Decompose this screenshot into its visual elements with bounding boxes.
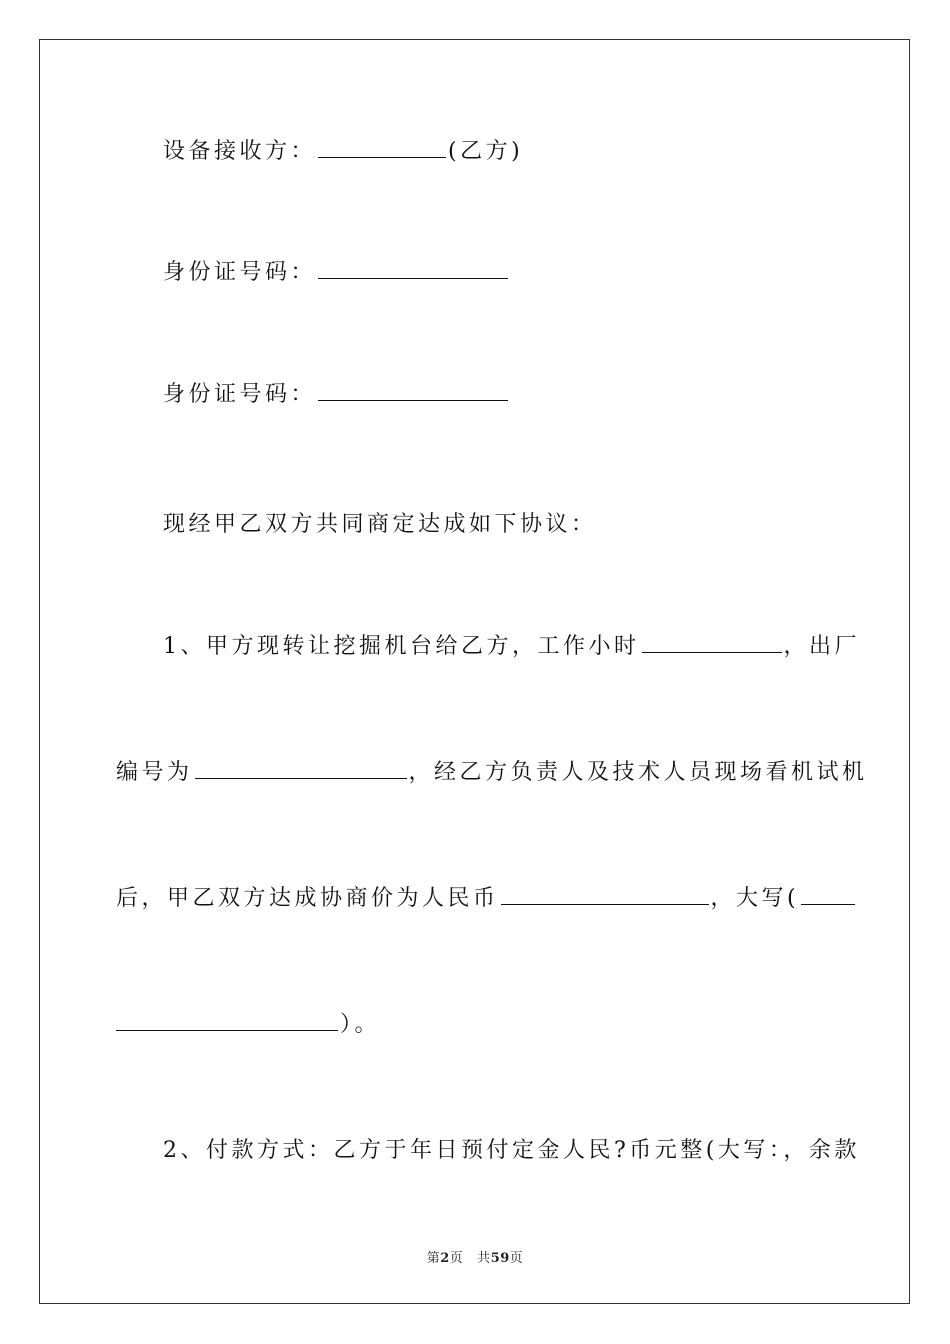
clause1-d-end: ）。	[340, 1012, 381, 1037]
clause2-line	[163, 1136, 860, 1166]
footer-prefix: 第	[426, 1251, 441, 1266]
page-footer	[0, 1247, 950, 1266]
id-blank-1[interactable]	[318, 260, 508, 279]
clause1-a-end: ，出厂	[783, 634, 861, 659]
total-prefix: 共	[477, 1251, 491, 1266]
clause1-line-c	[116, 884, 857, 914]
clause1-c-end: ，大写(	[710, 886, 800, 911]
page-border	[39, 39, 910, 1304]
clause1-line-a	[163, 632, 860, 662]
id-blank-2[interactable]	[318, 382, 508, 401]
receiver-label: 设备接收方：	[163, 139, 317, 164]
receiver-line	[163, 137, 523, 167]
page-number: 2	[440, 1251, 450, 1266]
total-pages: 59	[490, 1251, 510, 1266]
receiver-suffix: (乙方)	[448, 139, 524, 164]
id-label-2: 身份证号码：	[163, 382, 317, 407]
total-unit: 页	[509, 1251, 524, 1266]
price-words-blank-b[interactable]	[116, 1012, 338, 1031]
intro-text: 现经甲乙双方共同商定达成如下协议：	[163, 512, 597, 537]
clause2-text: 2、付款方式：乙方于年日预付定金人民?币元整(大写：，余款	[163, 1138, 860, 1163]
clause1-line-d	[116, 1010, 380, 1040]
serial-number-blank[interactable]	[195, 760, 407, 779]
receiver-blank[interactable]	[318, 139, 446, 158]
price-words-blank-a[interactable]	[801, 886, 855, 905]
page-unit: 页	[449, 1251, 464, 1266]
clause1-b-end: ，经乙方负责人及技术人员现场看机试机	[408, 760, 868, 785]
id-line-1	[163, 258, 510, 288]
clause1-c-text: 后，甲乙双方达成协商价为人民币	[116, 886, 499, 911]
clause1-b-start: 编号为	[116, 760, 193, 785]
intro-line	[163, 510, 597, 540]
id-label-1: 身份证号码：	[163, 260, 317, 285]
id-line-2	[163, 380, 510, 410]
work-hours-blank[interactable]	[642, 634, 782, 653]
clause1-a-text: 1、甲方现转让挖掘机台给乙方，工作小时	[163, 634, 640, 659]
price-blank[interactable]	[501, 886, 709, 905]
clause1-line-b	[116, 758, 868, 788]
